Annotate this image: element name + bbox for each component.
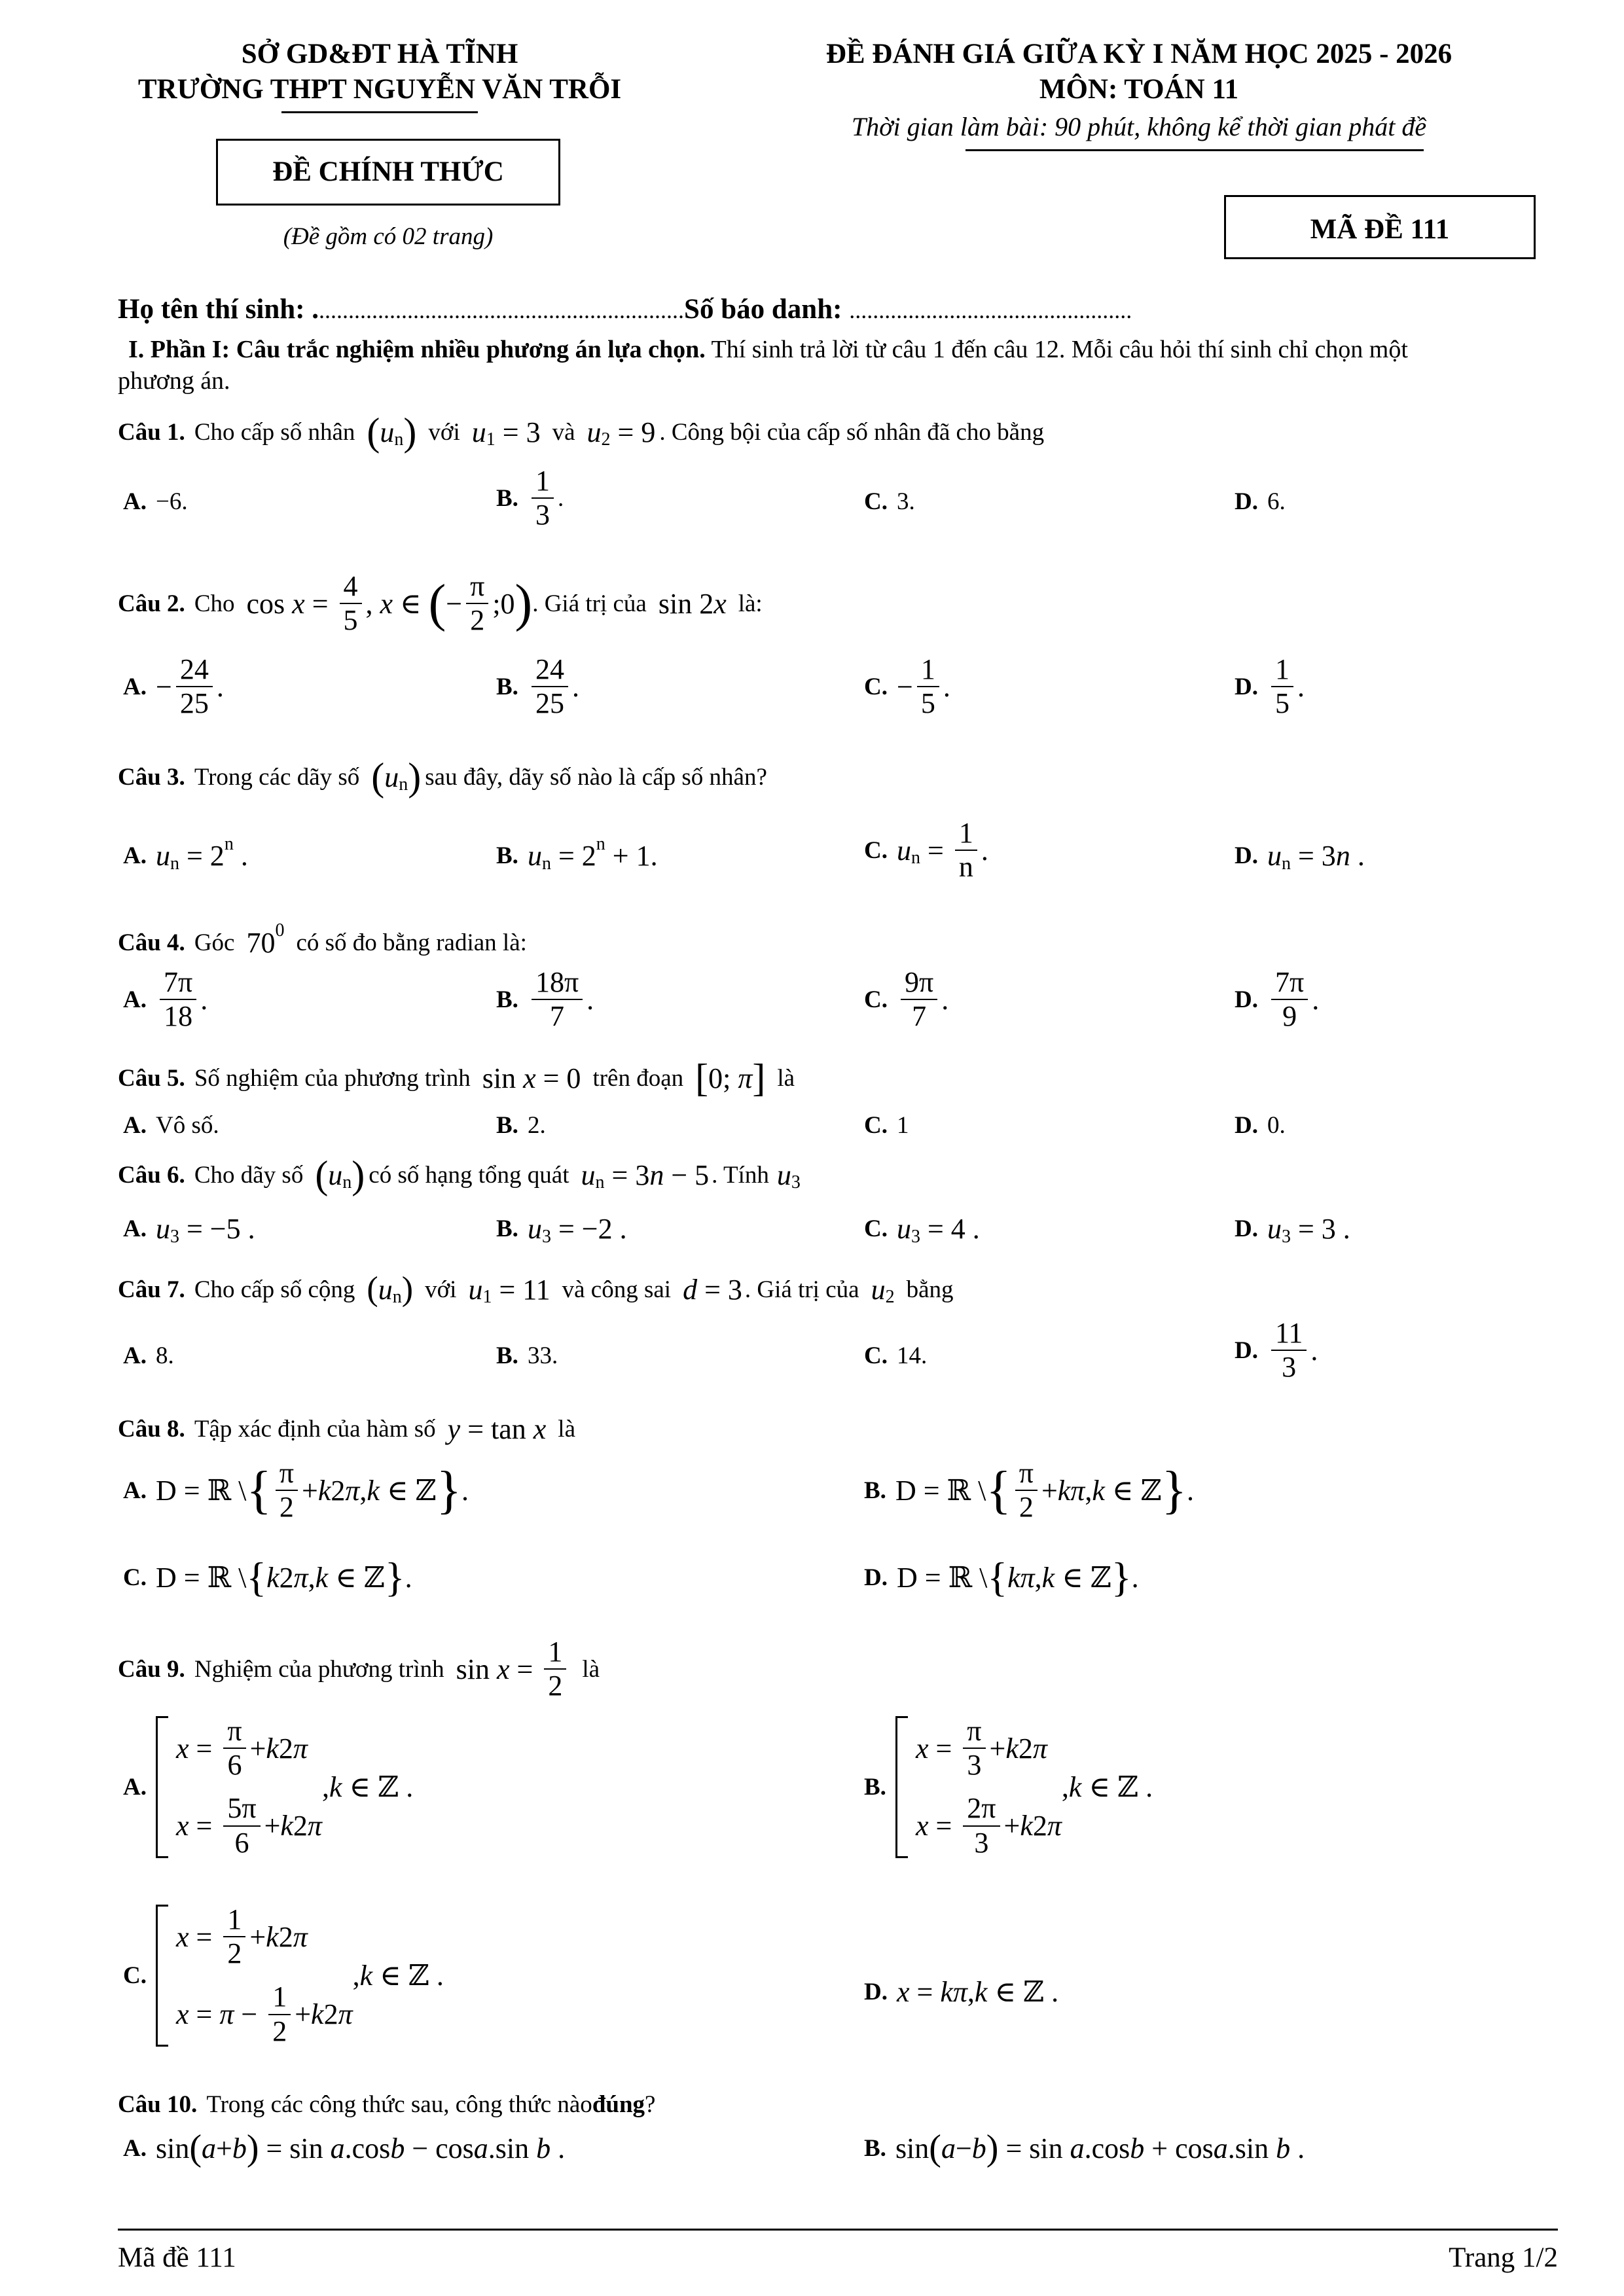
q5-text-a: Số nghiệm của phương trình — [194, 1064, 471, 1092]
option-label: A. — [123, 1342, 147, 1369]
option-label: D. — [1235, 673, 1258, 700]
option-label: C. — [864, 986, 888, 1013]
option-label: C. — [123, 1962, 147, 1989]
q1-sequence: ( u n ) — [367, 410, 417, 454]
q7-number: Câu 7. — [118, 1276, 185, 1303]
option-label: D. — [1235, 1215, 1258, 1242]
footer-rule — [118, 2229, 1558, 2231]
q5-option-d[interactable] — [1235, 1111, 1286, 1139]
q1-text-b: với — [428, 418, 460, 446]
q5-text-b: trên đoạn — [592, 1064, 684, 1092]
option-label: D. — [864, 1564, 888, 1591]
option-label: C. — [864, 1112, 888, 1139]
q1-number: Câu 1. — [118, 418, 185, 446]
exam-code: MÃ ĐỀ 111 — [1310, 214, 1450, 245]
option-text: 33. — [527, 1342, 558, 1369]
q8-function: y = tan x — [447, 1412, 547, 1445]
q5-option-a[interactable] — [123, 1111, 219, 1139]
q1-option-d[interactable] — [1235, 488, 1286, 516]
q3-text-b: sau đây, dãy số nào là cấp số nhân? — [425, 763, 767, 791]
q7-text-a: Cho cấp số cộng — [194, 1276, 355, 1303]
q10-option-b[interactable]: B. sin ( a − b ) = sin a .cos b + cos a .sin b . — [864, 2128, 1305, 2168]
q7-text-d: . Giá trị của — [744, 1276, 859, 1303]
exam-time: Thời gian làm bài: 90 phút, không kể thời gian phát đề — [851, 112, 1427, 141]
option-text: Vô số. — [155, 1112, 219, 1139]
q5-interval: [ 0; π ] — [695, 1056, 766, 1100]
q7-d: d = 3 — [683, 1273, 742, 1306]
q6-text-a: Cho dãy số — [194, 1161, 304, 1189]
q8-option-d[interactable]: D. D = ℝ \ { kπ , k ∈ ℤ } . — [864, 1554, 1139, 1600]
q8-option-b[interactable]: B. D = ℝ \ { $\frac{\pi}{2}$ + kπ , k ∈ ℤ } . — [864, 1457, 1194, 1524]
option-label: A. — [123, 1773, 147, 1801]
q1-option-a[interactable] — [123, 488, 188, 516]
q7-u1: u 1 = 11 — [468, 1273, 550, 1307]
name-dots[interactable]: .............................................................. — [319, 297, 685, 323]
q6-number: Câu 6. — [118, 1161, 185, 1189]
question-7 — [118, 1266, 954, 1312]
subject: MÔN: TOÁN 11 — [1039, 74, 1239, 105]
option-text: 3. — [896, 488, 915, 515]
option-label: A. — [123, 488, 147, 515]
q3-sequence: ( u n ) — [371, 755, 422, 798]
q3-text-a: Trong các dãy số — [194, 763, 360, 791]
sbd-label: Số báo danh: — [684, 294, 850, 325]
q10-text-a: Trong các công thức sau, công thức nào — [206, 2090, 592, 2118]
q1-option-b[interactable]: B. $\frac{1}{3}$ . — [496, 465, 564, 531]
q10-text-c: ? — [645, 2090, 656, 2118]
option-label: B. — [496, 484, 518, 512]
q2-sin2x: sin 2 x — [658, 587, 727, 620]
q2-text-b: . Giá trị của — [532, 590, 647, 617]
q7-option-c[interactable] — [864, 1342, 927, 1370]
q7-text-c: và công sai — [562, 1276, 672, 1303]
q7-u2: u 2 — [871, 1273, 895, 1307]
part1-title: I. Phần I: Câu trắc nghiệm nhiều phương án lựa chọn. — [128, 336, 706, 363]
q1-text-c: và — [552, 418, 575, 446]
option-text: 2. — [527, 1112, 546, 1139]
q1-u1: u 1 = 3 — [471, 416, 541, 450]
option-label: D. — [864, 1979, 888, 2005]
q9-option-d[interactable]: D. x = kπ , k ∈ ℤ . — [864, 1976, 1059, 2008]
q5-option-c[interactable] — [864, 1111, 909, 1139]
q8-number: Câu 8. — [118, 1415, 185, 1443]
q6-u3: u 3 — [776, 1158, 801, 1193]
q3-option-a[interactable]: A. u n = 2 n . — [123, 833, 248, 874]
option-label: D. — [1235, 1336, 1258, 1364]
school-underline — [281, 111, 478, 113]
footer-code: Mã đề 111 — [118, 2242, 236, 2273]
q5-number: Câu 5. — [118, 1064, 185, 1092]
option-label: A. — [123, 1215, 147, 1242]
q1-option-c[interactable] — [864, 488, 915, 516]
q3-option-d[interactable]: D. u n = 3 n . — [1235, 840, 1365, 874]
q6-formula: u n = 3 n − 5 — [581, 1158, 710, 1193]
question-9 — [118, 1630, 600, 1708]
q2-cos: cos x = $\frac{4}{5}$ , x ∈ ( − $\frac{\pi}{2}$ ;0 ) — [246, 569, 533, 636]
q3-option-b[interactable]: B. u n = 2 n + 1. — [496, 833, 658, 874]
option-label: B. — [496, 673, 518, 700]
option-label: C. — [123, 1564, 147, 1591]
q6-text-c: . Tính — [712, 1161, 769, 1189]
part1-intro — [128, 335, 1408, 364]
question-5 — [118, 1055, 795, 1101]
question-3 — [118, 754, 767, 800]
option-label: B. — [496, 842, 518, 869]
part1-desc-2: phương án. — [118, 367, 230, 395]
q6-text-b: có số hạng tổng quát — [369, 1161, 569, 1189]
q1-text-d: . Công bội của cấp số nhân đã cho bằng — [659, 418, 1045, 446]
q4-option-d[interactable]: D. $\frac{7\pi}{9}$ . — [1235, 966, 1320, 1033]
option-label: B. — [864, 1477, 886, 1504]
q8-option-c[interactable]: C. D = ℝ \ { k 2 π , k ∈ ℤ } . — [123, 1554, 412, 1600]
question-8 — [118, 1406, 575, 1452]
q2-option-d[interactable]: D. $\frac{1}{5}$ . — [1235, 653, 1305, 720]
q8-text-a: Tập xác định của hàm số — [194, 1415, 436, 1443]
q4-option-b[interactable]: B. $\frac{18\pi}{7}$ . — [496, 966, 594, 1033]
q5-equation: sin x = 0 — [482, 1062, 581, 1094]
q6-option-c[interactable]: C. u 3 = 4 . — [864, 1213, 980, 1247]
q9-text-a: Nghiệm của phương trình — [194, 1655, 444, 1683]
candidate-line — [118, 293, 1132, 325]
q3-option-c[interactable]: C. u n = $\frac{1}{n}$ . — [864, 817, 988, 884]
part1-desc: Thí sinh trả lời từ câu 1 đến câu 12. Mỗi câu hỏi thí sinh chỉ chọn một — [705, 336, 1408, 363]
q6-option-a[interactable]: A. u 3 = −5 . — [123, 1213, 255, 1247]
option-label: A. — [123, 986, 147, 1013]
option-label: B. — [496, 1215, 518, 1242]
q9-option-c[interactable]: C. x = $\frac{1}{2}$ + k 2 π x = π − $\frac{1}{2}$ + k 2 π , k ∈ ℤ . — [123, 1903, 444, 2047]
q2-option-b[interactable]: B. $\frac{24}{25}$ . — [496, 653, 579, 720]
option-label: B. — [496, 1112, 518, 1139]
q2-number: Câu 2. — [118, 590, 185, 617]
q2-text-c: là: — [738, 590, 763, 617]
q2-option-a[interactable]: A. − $\frac{24}{25}$ . — [123, 653, 224, 720]
name-label: Họ tên thí sinh: . — [118, 294, 319, 325]
q8-text-b: là — [558, 1415, 575, 1443]
option-label: C. — [864, 488, 888, 515]
option-label: B. — [864, 2134, 886, 2162]
q2-option-c[interactable]: C. − $\frac{1}{5}$ . — [864, 653, 950, 720]
q4-text-b: có số đo bằng radian là: — [296, 929, 527, 956]
option-text: 14. — [896, 1342, 928, 1369]
q1-u2: u 2 = 9 — [586, 416, 656, 450]
option-text: −6. — [155, 488, 188, 515]
question-6 — [118, 1152, 801, 1198]
sbd-dots[interactable]: ................................................ — [849, 297, 1132, 323]
q6-sequence: ( u n ) — [315, 1153, 365, 1196]
option-label: C. — [864, 673, 888, 700]
official-label: ĐỀ CHÍNH THỨC — [272, 156, 504, 187]
q7-option-d[interactable]: D. $\frac{11}{3}$ . — [1235, 1317, 1318, 1384]
q10-option-a[interactable]: A. sin ( a + b ) = sin a .cos b − cos a .sin b . — [123, 2128, 566, 2168]
q4-angle: 70 0 — [246, 920, 285, 959]
option-label: C. — [864, 836, 888, 864]
option-label: A. — [123, 1477, 147, 1504]
q1-text-a: Cho cấp số nhân — [194, 418, 355, 446]
question-2 — [118, 564, 763, 643]
option-label: B. — [496, 986, 518, 1013]
q6-option-b[interactable]: B. u 3 = −2 . — [496, 1213, 627, 1247]
q3-number: Câu 3. — [118, 763, 185, 791]
option-label: B. — [496, 1342, 518, 1369]
q10-number: Câu 10. — [118, 2090, 198, 2118]
q9-option-b[interactable]: B. x = $\frac{\pi}{3}$ + k 2 π x = $\frac{2\pi}{3}$ + k 2 π , k ∈ ℤ . — [864, 1715, 1153, 1859]
option-label: C. — [864, 1342, 888, 1369]
q9-number: Câu 9. — [118, 1655, 185, 1683]
q5-option-b[interactable] — [496, 1111, 546, 1139]
option-text: 0. — [1267, 1112, 1286, 1139]
q7-option-b[interactable] — [496, 1342, 558, 1370]
q9-option-a[interactable]: A. x = $\frac{\pi}{6}$ + k 2 π x = $\frac{5\pi}{6}$ + k 2 π , k ∈ ℤ . — [123, 1715, 414, 1859]
footer-page: Trang 1/2 — [1449, 2242, 1558, 2273]
option-label: A. — [123, 1112, 147, 1139]
q7-sequence: ( u n ) — [367, 1270, 414, 1308]
q8-option-a[interactable]: A. D = ℝ \ { $\frac{\pi}{2}$ + k 2 π , k ∈ ℤ } . — [123, 1457, 469, 1524]
q4-number: Câu 4. — [118, 929, 185, 956]
option-label: D. — [1235, 842, 1258, 869]
option-label: D. — [1235, 488, 1258, 515]
q7-option-a[interactable] — [123, 1342, 174, 1370]
option-label: D. — [1235, 986, 1258, 1013]
q4-option-c[interactable]: C. $\frac{9\pi}{7}$ . — [864, 966, 949, 1033]
q7-text-b: với — [425, 1276, 457, 1303]
question-4 — [118, 920, 527, 965]
q10-text-b: đúng — [592, 2090, 645, 2118]
option-text: . — [557, 484, 564, 512]
question-10 — [118, 2085, 655, 2124]
q4-text-a: Góc — [194, 929, 235, 956]
q5-text-c: là — [777, 1064, 795, 1092]
q9-equation: sin x = $\frac{1}{2}$ — [456, 1637, 571, 1701]
option-label: A. — [123, 673, 147, 700]
department-name: SỞ GD&ĐT HÀ TĨNH — [241, 39, 518, 69]
option-text: 8. — [155, 1342, 174, 1369]
q6-option-d[interactable]: D. u 3 = 3 . — [1235, 1213, 1350, 1247]
q4-option-a[interactable]: A. $\frac{7\pi}{18}$ . — [123, 966, 208, 1033]
pages-note: (Đề gồm có 02 trang) — [283, 223, 494, 250]
q7-text-e: bằng — [906, 1276, 954, 1303]
option-label: C. — [864, 1215, 888, 1242]
option-label: D. — [1235, 1112, 1258, 1139]
option-label: A. — [123, 842, 147, 869]
q2-text-a: Cho — [194, 590, 235, 617]
option-label: A. — [123, 2134, 147, 2162]
exam-title: ĐỀ ĐÁNH GIÁ GIỮA KỲ I NĂM HỌC 2025 - 2026 — [825, 39, 1453, 69]
option-text: 1 — [896, 1112, 909, 1139]
option-label: B. — [864, 1773, 886, 1801]
q9-text-b: là — [582, 1655, 600, 1683]
school-name: TRƯỜNG THPT NGUYỄN VĂN TRỖI — [137, 74, 622, 105]
question-1 — [118, 409, 1044, 455]
option-text: 6. — [1267, 488, 1286, 515]
time-underline — [965, 149, 1424, 151]
